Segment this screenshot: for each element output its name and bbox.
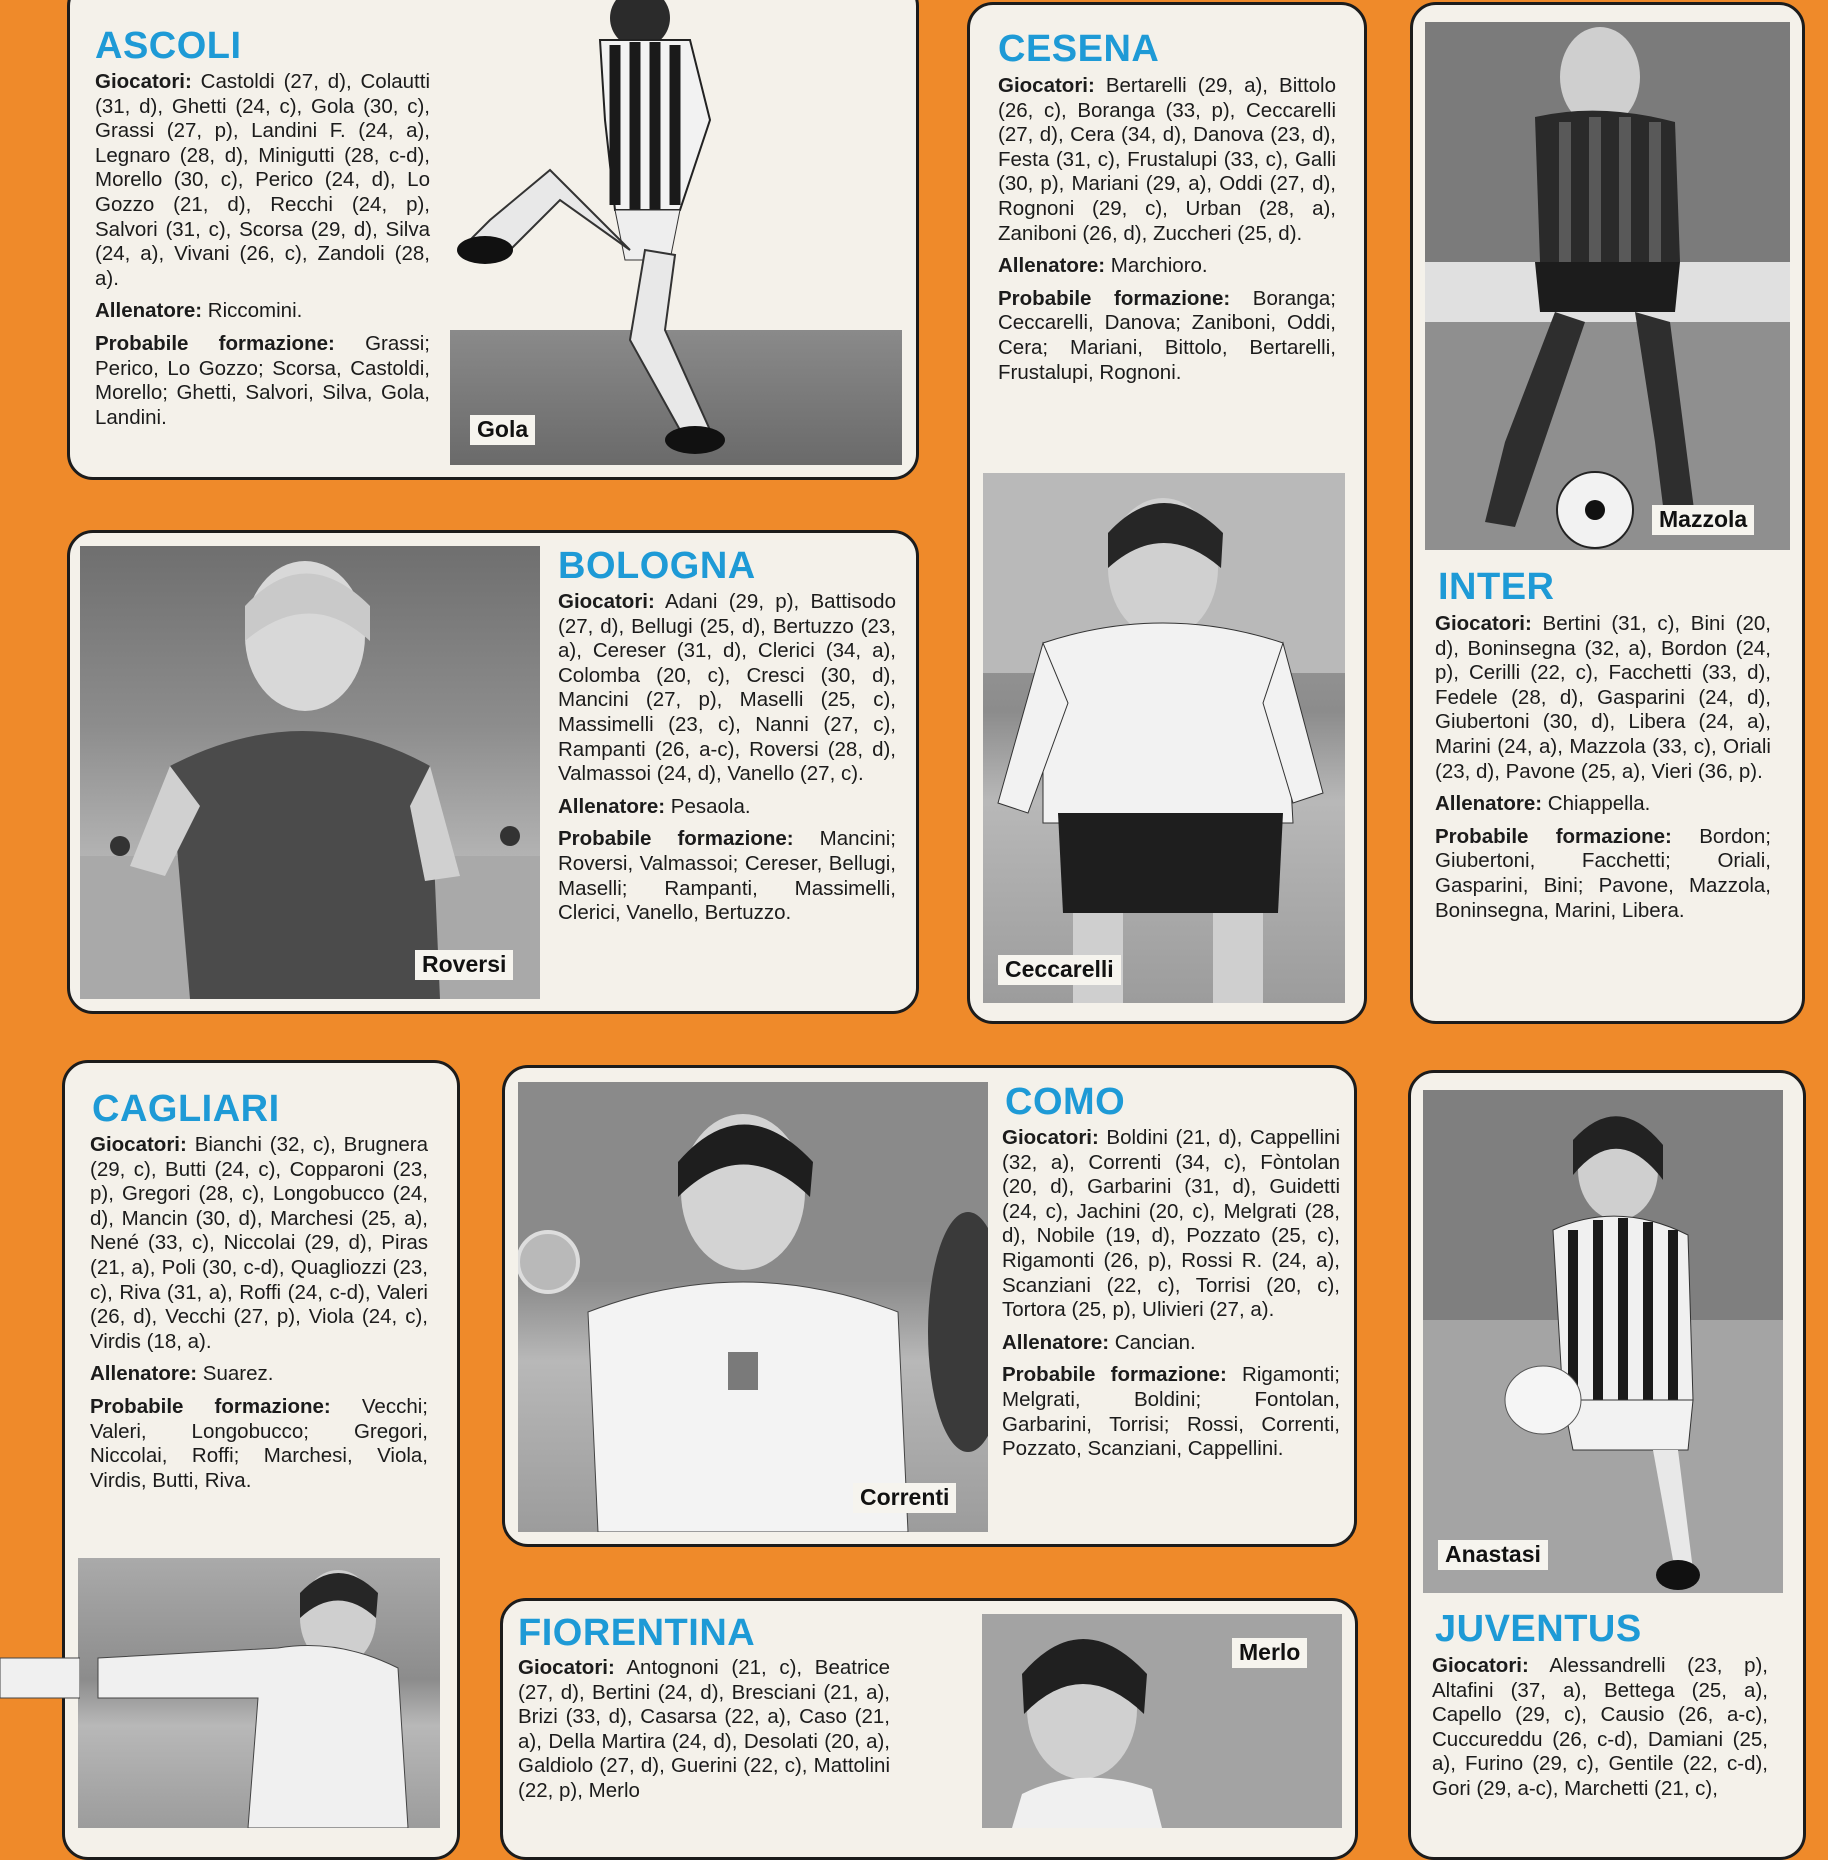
bologna-lineup	[558, 827, 896, 925]
ascoli-lineup	[95, 332, 430, 430]
juventus-roster	[1432, 1654, 1768, 1810]
players-label: Giocatori:	[1432, 1654, 1529, 1677]
como-player-photo	[518, 1082, 988, 1532]
inter-photo-caption: Mazzola	[1652, 505, 1754, 535]
ascoli-players-list: Castoldi (27, d), Colautti (31, d), Ghetti (24, c), Gola (30, c), Grassi (27, p), Landini F. (24, a), Legnaro (28, d), Minigutti (28, c-d), Morello (30, c), Perico (24, d), Lo Gozzo (21, d), Recchi (24, p), Salvori (31, c), Scorsa (29, d), Silva (24, a), Vivani (26, c), Zandoli (28, a).	[95, 70, 430, 290]
bologna-player-photo	[80, 546, 540, 999]
cesena-coach	[998, 254, 1336, 279]
cesena-roster	[998, 74, 1336, 393]
como-photo-caption: Correnti	[853, 1483, 956, 1513]
coach-label: Allenatore:	[95, 299, 203, 323]
bologna-photo-caption: Roversi	[415, 950, 513, 980]
cagliari-arm-overflow	[0, 1648, 80, 1708]
coach-label: Allenatore:	[1002, 1330, 1110, 1354]
como-lineup-list: Rigamonti; Melgrati, Boldini; Fontolan, Garbarini, Torrisi; Rossi, Correnti, Pozzato, Scanziani, Cappellini.	[1002, 1363, 1341, 1461]
inter-players-list: Bertini (31, c), Bini (20, d), Boninsegna (32, a), Bordon (24, p), Cerilli (22, c), Facchetti (33, d), Fedele (28, d), Gasparini (24, d), Giubertoni (30, d), Libera (24, a), Marini (24, a), Mazzola (33, c), Oriali (23, d), Pavone (25, a), Vieri (36, p).	[1435, 612, 1771, 783]
inter-player-photo	[1425, 22, 1790, 550]
juventus-players	[1432, 1654, 1768, 1802]
cesena-players-list: Bertarelli (29, a), Bittolo (26, c), Boranga (33, p), Ceccarelli (27, d), Cera (34, d), Danova (23, d), Festa (31, c), Frustalupi (33, c), Galli (30, p), Mariani (29, a), Oddi (27, d), Rognoni (29, c), Urban (28, a), Zaniboni (26, d), Zuccheri (25, d).	[998, 74, 1336, 245]
cesena-lineup-list: Boranga; Ceccarelli, Danova; Zaniboni, Oddi, Cera; Mariani, Bittolo, Bertarelli, Frustalupi, Rognoni.	[998, 286, 1336, 384]
inter-roster	[1435, 612, 1771, 931]
ascoli-coach	[95, 299, 430, 324]
coach-label: Allenatore:	[90, 1362, 198, 1386]
fiorentina-roster	[518, 1656, 890, 1812]
cagliari-coach-name: Suarez.	[202, 1362, 274, 1386]
cesena-lineup	[998, 287, 1336, 385]
como-coach	[1002, 1331, 1340, 1356]
lineup-label: Probabile formazione:	[95, 331, 335, 355]
lineup-label: Probabile formazione:	[90, 1394, 331, 1418]
team-name-cesena: CESENA	[998, 28, 1160, 70]
players-label: Giocatori:	[1002, 1126, 1099, 1149]
inter-players	[1435, 612, 1771, 784]
players-label: Giocatori:	[90, 1133, 187, 1156]
ascoli-players	[95, 70, 430, 291]
players-label: Giocatori:	[998, 74, 1095, 97]
cesena-player-photo	[983, 473, 1345, 1003]
cagliari-lineup	[90, 1395, 428, 1493]
cesena-player-figure	[983, 473, 1345, 1003]
bologna-roster	[558, 590, 896, 934]
como-lineup	[1002, 1363, 1340, 1461]
team-name-fiorentina: FIORENTINA	[518, 1612, 756, 1654]
como-players	[1002, 1126, 1340, 1323]
como-player-figure	[518, 1082, 988, 1532]
team-name-juventus: JUVENTUS	[1435, 1608, 1642, 1650]
bologna-players	[558, 590, 896, 787]
juventus-players-list: Alessandrelli (23, p), Altafini (37, a), Bettega (25, a), Capello (29, c), Causio (26, a-c), Cuccureddu (26, c-d), Damiani (25, a), Furino (29, c), Gentile (22, c-d), Gori (29, a-c), Marchetti (21, c),	[1432, 1654, 1768, 1800]
cagliari-player-figure	[78, 1558, 440, 1828]
cagliari-lineup-list: Vecchi; Valeri, Longobucco; Gregori, Niccolai, Roffi; Marchesi, Viola, Virdis, Butti, Riva.	[90, 1394, 428, 1492]
juventus-player-figure	[1423, 1090, 1783, 1593]
ascoli-player-figure	[430, 0, 900, 470]
fiorentina-players	[518, 1656, 890, 1804]
coach-label: Allenatore:	[998, 254, 1106, 278]
cesena-photo-caption: Ceccarelli	[998, 955, 1121, 985]
fiorentina-players-list: Antognoni (21, c), Beatrice (27, d), Bertini (24, d), Bresciani (21, a), Brizi (33, d), Casarsa (22, a), Caso (21, a), Della Martira (24, d), Desolati (20, a), Galdiolo (27, d), Guerini (22, c), Mattolini (22, p), Merlo	[518, 1656, 890, 1802]
ascoli-coach-name: Riccomini.	[207, 299, 303, 323]
players-label: Giocatori:	[1435, 612, 1532, 635]
fiorentina-photo-caption: Merlo	[1232, 1638, 1307, 1668]
inter-coach-name: Chiappella.	[1547, 792, 1651, 816]
bologna-players-list: Adani (29, p), Battisodo (27, d), Bellugi (25, d), Bertuzzo (23, a), Cereser (31, d), Clerici (34, a), Colomba (20, c), Cresci (30, d), Mancini (27, p), Maselli (25, c), Massimelli (23, c), Nanni (27, c), Rampanti (26, a-c), Roversi (28, d), Valmassoi (24, d), Vanello (27, c).	[558, 590, 896, 786]
como-players-list: Boldini (21, d), Cappellini (32, a), Correnti (34, c), Fòntolan (20, d), Garbarini (31, d), Guidetti (24, c), Jachini (20, c), Melgrati (28, d), Nobile (19, d), Pozzato (25, c), Rigamonti (26, p), Rossi R. (24, a), Scanziani (22, c), Torrisi (20, c), Tortora (25, p), Ulivieri (27, a).	[1002, 1126, 1340, 1322]
inter-lineup-list: Bordon; Giubertoni, Facchetti; Oriali, Gasparini, Bini; Pavone, Mazzola, Boninsegna, Marini, Libera.	[1435, 824, 1772, 922]
players-label: Giocatori:	[518, 1656, 615, 1679]
team-name-inter: INTER	[1438, 566, 1555, 608]
cesena-players	[998, 74, 1336, 246]
bologna-coach	[558, 795, 896, 820]
lineup-label: Probabile formazione:	[998, 286, 1231, 310]
como-roster	[1002, 1126, 1340, 1470]
cagliari-roster	[90, 1133, 428, 1501]
lineup-label: Probabile formazione:	[558, 827, 794, 851]
ascoli-photo-caption: Gola	[470, 415, 535, 445]
bologna-lineup-list: Mancini; Roversi, Valmassoi; Cereser, Bellugi, Maselli; Rampanti, Massimelli, Clerici, Vanello, Bertuzzo.	[558, 827, 897, 925]
inter-lineup	[1435, 825, 1771, 923]
team-name-cagliari: CAGLIARI	[92, 1088, 280, 1130]
inter-coach	[1435, 792, 1771, 817]
coach-label: Allenatore:	[558, 794, 666, 818]
team-name-como: COMO	[1005, 1081, 1126, 1123]
players-label: Giocatori:	[95, 70, 192, 93]
lineup-label: Probabile formazione:	[1435, 824, 1672, 848]
bologna-player-figure	[80, 546, 540, 999]
cagliari-coach	[90, 1362, 428, 1387]
players-label: Giocatori:	[558, 590, 655, 613]
como-coach-name: Cancian.	[1114, 1330, 1196, 1354]
team-name-bologna: BOLOGNA	[558, 545, 756, 587]
juventus-photo-caption: Anastasi	[1438, 1540, 1548, 1570]
cagliari-player-photo	[78, 1558, 440, 1828]
ascoli-lineup-list: Grassi; Perico, Lo Gozzo; Scorsa, Castoldi, Morello; Ghetti, Salvori, Silva, Gola, Landini.	[95, 331, 431, 429]
team-name-ascoli: ASCOLI	[95, 25, 242, 67]
coach-label: Allenatore:	[1435, 792, 1543, 816]
cagliari-players-list: Bianchi (32, c), Brugnera (29, c), Butti (24, c), Copparoni (23, p), Gregori (28, c), Longobucco (24, d), Mancin (30, d), Marchesi (25, a), Nené (33, c), Niccolai (29, d), Piras (21, a), Poli (30, c-d), Quagliozzi (23, c), Riva (31, a), Roffi (24, c-d), Valeri (26, d), Vecchi (27, p), Viola (24, c), Virdis (18, a).	[90, 1133, 428, 1353]
lineup-label: Probabile formazione:	[1002, 1363, 1227, 1387]
cesena-coach-name: Marchioro.	[1110, 254, 1208, 278]
juventus-player-photo	[1423, 1090, 1783, 1593]
ascoli-roster	[95, 70, 430, 438]
cagliari-players	[90, 1133, 428, 1354]
inter-player-figure	[1425, 22, 1790, 550]
bologna-coach-name: Pesaola.	[670, 794, 751, 818]
